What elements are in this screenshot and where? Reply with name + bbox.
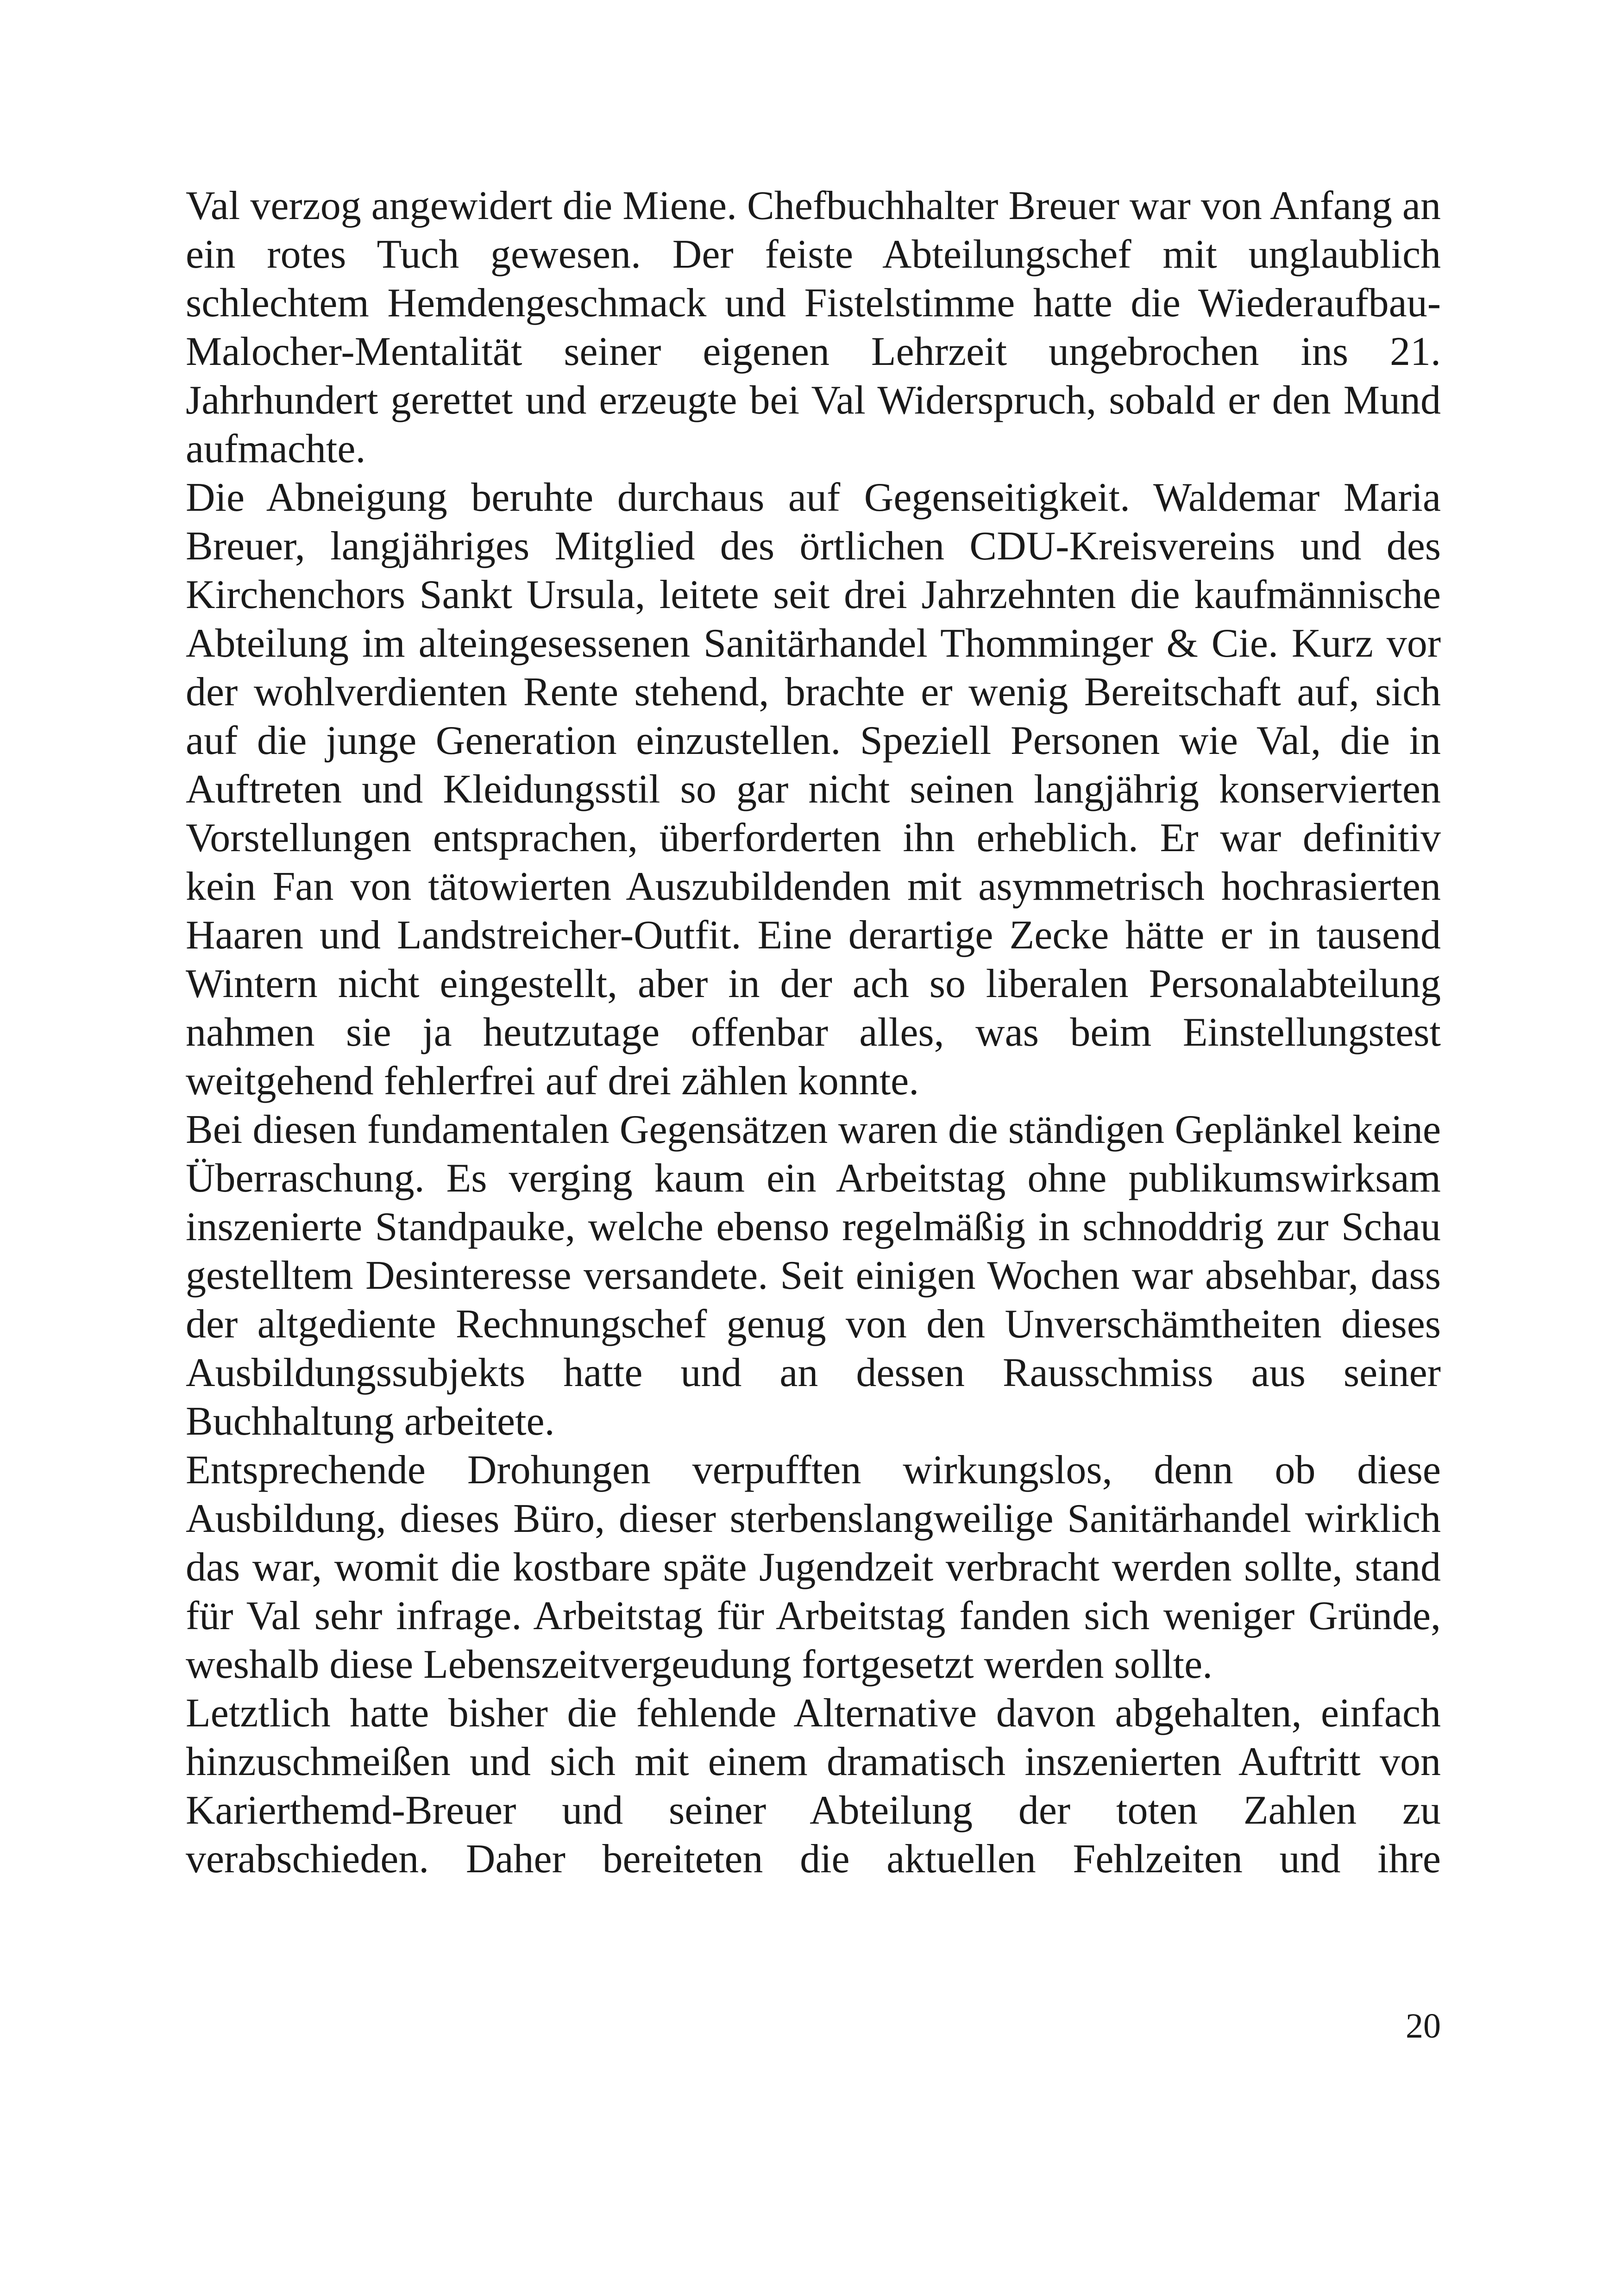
paragraph-1: Val verzog angewidert die Miene. Chefbuchhalter Breuer war von Anfang an ein rotes Tuch gewesen. Der feiste Abteilungschef mit unglaublich schlechtem Hemdengeschmack und Fistelstimme hatte die Wiederaufbau-Malocher-Mentalität seiner eigenen Lehrzeit ungebrochen ins 21. Jahrhundert gerettet und erzeugte bei Val Widerspruch, sobald er den Mund aufmachte. (186, 183, 1441, 471)
paragraph-5: Letztlich hatte bisher die fehlende Alternative davon abgehalten, einfach hinzuschmeißen und sich mit einem dramatisch inszenierten Auftritt von Karierthemd-Breuer und seiner Abteilung der toten Zahlen zu verabschieden. Daher bereiteten die aktuellen Fehlzeiten und ihre (186, 1691, 1441, 1882)
body-text (186, 182, 1441, 1883)
paragraph-3: Bei diesen fundamentalen Gegensätzen waren die ständigen Geplänkel keine Überraschung. Es verging kaum ein Arbeitstag ohne publikumswirksam inszenierte Standpauke, welche ebenso regelmäßig in schnoddrig zur Schau gestelltem Desinteresse versandete. Seit einigen Wochen war absehbar, dass der altgediente Rechnungschef genug von den Unverschämtheiten dieses Ausbildungssubjekts hatte und an dessen Rausschmiss aus seiner Buchhaltung arbeitete. (186, 1107, 1441, 1444)
paragraph-2: Die Abneigung beruhte durchaus auf Gegenseitigkeit. Waldemar Maria Breuer, langjähriges Mitglied des örtlichen CDU-Kreisvereins und des Kirchenchors Sankt Ursula, leitete seit drei Jahrzehnten die kaufmännische Abteilung im alteingesessenen Sanitärhandel Thomminger & Cie. Kurz vor der wohlverdienten Rente stehend, brachte er wenig Bereitschaft auf, sich auf die junge Generation einzustellen. Speziell Personen wie Val, die in Auftreten und Kleidungsstil so gar nicht seinen langjährig konservierten Vorstellungen entsprachen, überforderten ihn erheblich. Er war definitiv kein Fan von tätowierten Auszubildenden mit asymmetrisch hochrasierten Haaren und Landstreicher-Outfit. Eine derartige Zecke hätte er in tausend Wintern nicht eingestellt, aber in der ach so liberalen Personalabteilung nahmen sie ja heutzutage offenbar alles, was beim Einstellungstest weitgehend fehlerfrei auf drei zählen konnte. (186, 475, 1441, 1104)
paragraph-4: Entsprechende Drohungen verpufften wirkungslos, denn ob diese Ausbildung, dieses Büro, dieser sterbenslangweilige Sanitärhandel wirklich das war, womit die kostbare späte Jugendzeit verbracht werden sollte, stand für Val sehr infrage. Arbeitstag für Arbeitstag fanden sich weniger Gründe, weshalb diese Lebenszeitvergeudung fortgesetzt werden sollte. (186, 1448, 1441, 1687)
page-number: 20 (1406, 2007, 1441, 2045)
